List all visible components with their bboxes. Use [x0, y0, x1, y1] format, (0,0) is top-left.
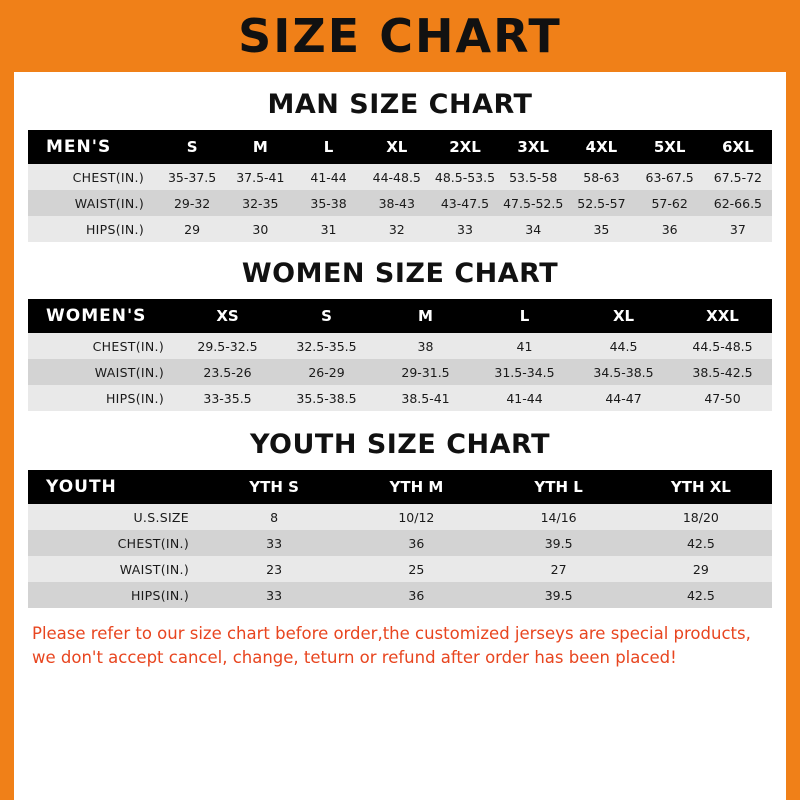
- men-cell: 47.5-52.5: [499, 190, 567, 216]
- youth-row-label: HIPS(IN.): [28, 582, 203, 608]
- youth-header-cell: YTH XL: [630, 470, 772, 504]
- women-row-label: CHEST(IN.): [28, 333, 178, 359]
- youth-header-cell: YOUTH: [28, 470, 203, 504]
- men-cell: 53.5-58: [499, 164, 567, 190]
- women-row-label: HIPS(IN.): [28, 385, 178, 411]
- men-header-cell: M: [226, 130, 294, 164]
- men-cell: 38-43: [363, 190, 431, 216]
- table-row: [28, 216, 772, 242]
- women-cell: 47-50: [673, 385, 772, 411]
- table-row: [28, 582, 772, 608]
- men-cell: 35-37.5: [158, 164, 226, 190]
- men-cell: 37.5-41: [226, 164, 294, 190]
- men-section-title: MAN SIZE CHART: [267, 89, 533, 120]
- men-size-table: [28, 130, 772, 242]
- men-cell: 44-48.5: [363, 164, 431, 190]
- women-size-table: [28, 299, 772, 411]
- men-header-cell: XL: [363, 130, 431, 164]
- table-row: [28, 190, 772, 216]
- men-header-cell: 3XL: [499, 130, 567, 164]
- women-cell: 44.5-48.5: [673, 333, 772, 359]
- men-header-cell: 2XL: [431, 130, 499, 164]
- men-cell: 43-47.5: [431, 190, 499, 216]
- women-cell: 35.5-38.5: [277, 385, 376, 411]
- youth-row-label: CHEST(IN.): [28, 530, 203, 556]
- table-header-row: [28, 130, 772, 164]
- youth-cell: 25: [345, 556, 487, 582]
- men-cell: 31: [294, 216, 362, 242]
- youth-header-cell: YTH M: [345, 470, 487, 504]
- women-cell: 23.5-26: [178, 359, 277, 385]
- men-header-cell: 6XL: [704, 130, 772, 164]
- youth-header-cell: YTH L: [488, 470, 630, 504]
- men-cell: 48.5-53.5: [431, 164, 499, 190]
- header-banner: [0, 0, 800, 75]
- women-cell: 38.5-42.5: [673, 359, 772, 385]
- chart-content: [0, 75, 800, 800]
- youth-header-cell: YTH S: [203, 470, 345, 504]
- youth-cell: 27: [488, 556, 630, 582]
- men-header-cell: MEN'S: [28, 130, 158, 164]
- youth-cell: 10/12: [345, 504, 487, 530]
- women-cell: 41-44: [475, 385, 574, 411]
- table-row: [28, 504, 772, 530]
- youth-cell: 29: [630, 556, 772, 582]
- women-cell: 26-29: [277, 359, 376, 385]
- women-header-cell: XS: [178, 299, 277, 333]
- table-row: [28, 164, 772, 190]
- youth-cell: 39.5: [488, 582, 630, 608]
- women-cell: 44.5: [574, 333, 673, 359]
- men-cell: 58-63: [567, 164, 635, 190]
- women-header-cell: S: [277, 299, 376, 333]
- women-section-title: WOMEN SIZE CHART: [241, 258, 559, 289]
- women-cell: 31.5-34.5: [475, 359, 574, 385]
- note-line-1: Please refer to our size chart before order,the customized jerseys are special products,: [32, 624, 751, 643]
- youth-cell: 33: [203, 530, 345, 556]
- men-cell: 34: [499, 216, 567, 242]
- women-cell: 33-35.5: [178, 385, 277, 411]
- men-header-cell: L: [294, 130, 362, 164]
- youth-cell: 18/20: [630, 504, 772, 530]
- men-cell: 35: [567, 216, 635, 242]
- women-header-cell: XL: [574, 299, 673, 333]
- men-cell: 37: [704, 216, 772, 242]
- youth-cell: 36: [345, 530, 487, 556]
- youth-cell: 39.5: [488, 530, 630, 556]
- women-cell: 29.5-32.5: [178, 333, 277, 359]
- disclaimer-note: [14, 608, 786, 670]
- youth-cell: 14/16: [488, 504, 630, 530]
- men-cell: 41-44: [294, 164, 362, 190]
- men-cell: 36: [636, 216, 704, 242]
- men-cell: 35-38: [294, 190, 362, 216]
- women-row-label: WAIST(IN.): [28, 359, 178, 385]
- men-row-label: CHEST(IN.): [28, 164, 158, 190]
- women-header-cell: M: [376, 299, 475, 333]
- men-row-label: HIPS(IN.): [28, 216, 158, 242]
- youth-row-label: WAIST(IN.): [28, 556, 203, 582]
- note-line-2: we don't accept cancel, change, teturn or refund after order has been placed!: [32, 647, 677, 667]
- men-cell: 32: [363, 216, 431, 242]
- men-cell: 62-66.5: [704, 190, 772, 216]
- women-header-cell: WOMEN'S: [28, 299, 178, 333]
- women-cell: 41: [475, 333, 574, 359]
- women-cell: 34.5-38.5: [574, 359, 673, 385]
- men-header-cell: S: [158, 130, 226, 164]
- men-cell: 30: [226, 216, 294, 242]
- table-row: [28, 530, 772, 556]
- men-cell: 29-32: [158, 190, 226, 216]
- table-header-row: [28, 299, 772, 333]
- women-header-cell: L: [475, 299, 574, 333]
- women-header-cell: XXL: [673, 299, 772, 333]
- table-row: [28, 359, 772, 385]
- table-row: [28, 333, 772, 359]
- youth-cell: 36: [345, 582, 487, 608]
- youth-cell: 33: [203, 582, 345, 608]
- men-header-cell: 5XL: [636, 130, 704, 164]
- women-cell: 38: [376, 333, 475, 359]
- women-cell: 32.5-35.5: [277, 333, 376, 359]
- men-cell: 29: [158, 216, 226, 242]
- men-header-cell: 4XL: [567, 130, 635, 164]
- men-row-label: WAIST(IN.): [28, 190, 158, 216]
- youth-cell: 8: [203, 504, 345, 530]
- men-cell: 63-67.5: [636, 164, 704, 190]
- table-row: [28, 385, 772, 411]
- page-title: SIZE CHART: [238, 9, 562, 63]
- women-cell: 44-47: [574, 385, 673, 411]
- youth-section-title: YOUTH SIZE CHART: [249, 429, 551, 460]
- men-cell: 33: [431, 216, 499, 242]
- youth-cell: 23: [203, 556, 345, 582]
- table-row: [28, 556, 772, 582]
- men-cell: 67.5-72: [704, 164, 772, 190]
- table-header-row: [28, 470, 772, 504]
- women-cell: 29-31.5: [376, 359, 475, 385]
- youth-cell: 42.5: [630, 530, 772, 556]
- youth-row-label: U.S.SIZE: [28, 504, 203, 530]
- youth-size-table: [28, 470, 772, 608]
- women-cell: 38.5-41: [376, 385, 475, 411]
- men-cell: 52.5-57: [567, 190, 635, 216]
- youth-cell: 42.5: [630, 582, 772, 608]
- men-cell: 57-62: [636, 190, 704, 216]
- men-cell: 32-35: [226, 190, 294, 216]
